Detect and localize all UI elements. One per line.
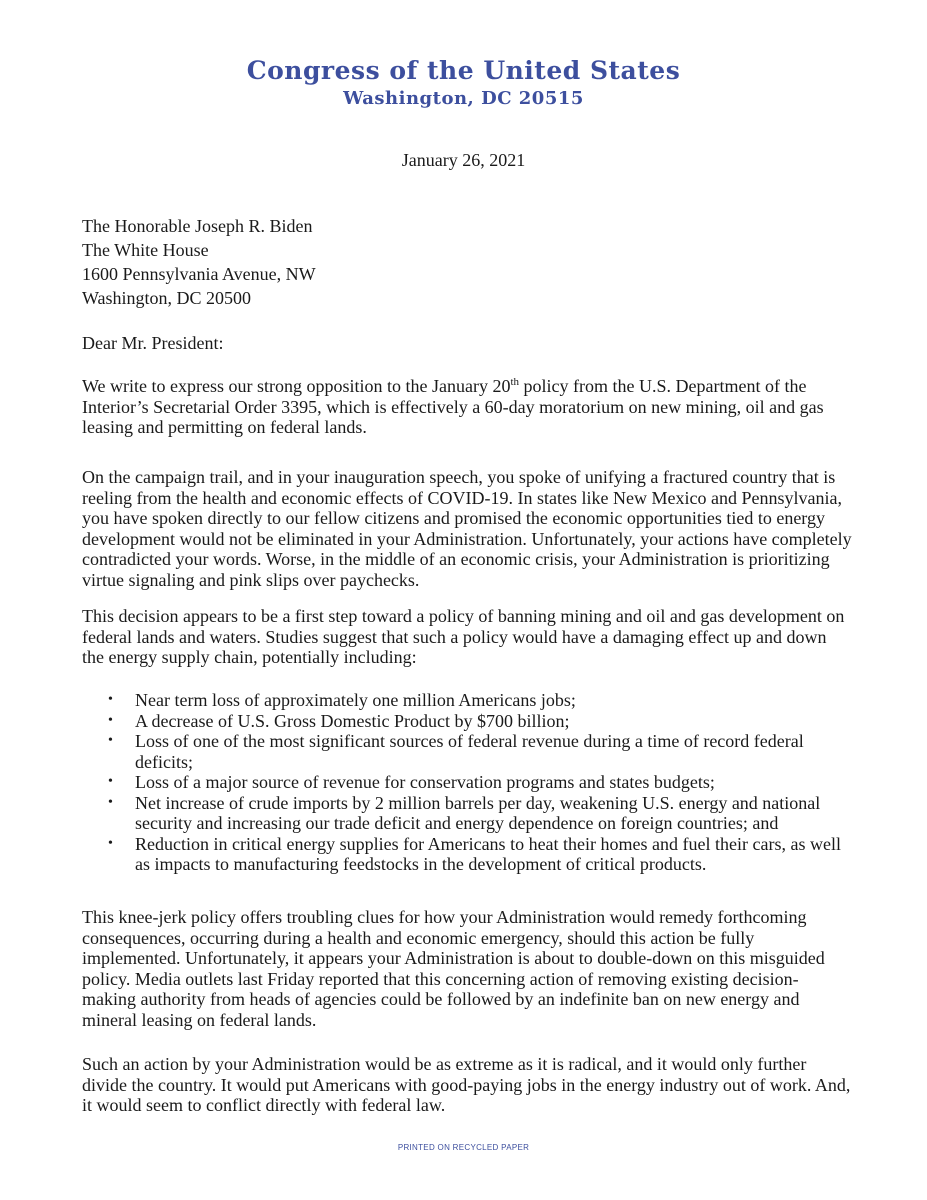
impact-list [82, 690, 842, 875]
bullet-icon: • [108, 692, 113, 707]
paragraph-4: This knee-jerk policy offers troubling clues for how your Administration would remedy forthcoming consequences, occurring during a health and economic emergency, should this action be fully implemented. Unfortunately, it appears your Administration is about to double-down on this misguided policy. Media outlets last Friday reported that this concerning action of removing existing decision-making authority from heads of agencies could be followed by an indefinite ban on new energy and mineral leasing on federal lands. [82, 907, 825, 1030]
letter-date: January 26, 2021 [401, 150, 526, 170]
paragraph-1-text-cont: policy from the U.S. Department of the Interior’s Secretarial Order 3395, which is effectively a 60-day moratorium on new mining, oil and gas leasing and permitting on federal lands. [82, 376, 824, 437]
recycled-paper-note: PRINTED ON RECYCLED PAPER [397, 1143, 530, 1152]
bullet-icon: • [108, 733, 113, 748]
letterhead-subtitle: Washington, DC 20515 [343, 88, 584, 109]
list-item-text: Reduction in critical energy supplies for Americans to heat their homes and fuel their cars, as well as impacts to manufacturing feedstocks in the development of critical products. [135, 833, 841, 874]
address-line: The White House [82, 240, 209, 260]
address-line: The Honorable Joseph R. Biden [82, 216, 313, 236]
list-item [82, 793, 842, 834]
paragraph-2: On the campaign trail, and in your inauguration speech, you spoke of unifying a fractured country that is reeling from the health and economic effects of COVID-19. In states like New Mexico and Pennsylvania, you have spoken directly to our fellow citizens and promised the economic opportunities tied to energy development would not be eliminated in your Administration. Unfortunately, your actions have completely contradicted your words. Worse, in the middle of an economic crisis, your Administration is prioritizing virtue signaling and pink slips over paychecks. [82, 467, 852, 590]
paragraph-1-text: We write to express our strong opposition to the January 20 [82, 376, 511, 396]
address-line: 1600 Pennsylvania Avenue, NW [82, 264, 316, 284]
bullet-icon: • [108, 712, 113, 728]
bullet-icon: • [108, 835, 113, 851]
list-item [82, 731, 842, 772]
ordinal-suffix: th [510, 376, 520, 388]
recipient-address [82, 214, 316, 310]
list-item-text: Net increase of crude imports by 2 million barrels per day, weakening U.S. energy and national security and increasing our trade deficit and energy dependence on foreign countries; and [135, 792, 821, 833]
list-item-text: Loss of a major source of revenue for conservation programs and states budgets; [135, 772, 715, 792]
paragraph-5: Such an action by your Administration would be as extreme as it is radical, and it would only further divide the country. It would put Americans with good-paying jobs in the energy industry out of work. And, it would seem to conflict directly with federal law. [82, 1054, 851, 1115]
list-item [82, 834, 842, 875]
bullet-icon: • [108, 774, 113, 789]
address-line: Washington, DC 20500 [82, 288, 252, 308]
list-item [82, 690, 842, 711]
paragraph-3: This decision appears to be a first step toward a policy of banning mining and oil and gas development on federal lands and waters. Studies suggest that such a policy would have a damaging effect up and down the energy supply chain, potentially including: [82, 606, 845, 667]
list-item-text: Near term loss of approximately one million Americans jobs; [135, 690, 576, 710]
list-item-text: Loss of one of the most significant sources of federal revenue during a time of record federal deficits; [135, 731, 804, 772]
paragraph-1 [82, 376, 852, 438]
salutation: Dear Mr. President: [82, 333, 224, 353]
list-item [82, 772, 842, 793]
bullet-icon: • [108, 794, 113, 810]
letterhead-title: Congress of the United States [246, 56, 681, 85]
list-item-text: A decrease of U.S. Gross Domestic Product by $700 billion; [135, 710, 570, 731]
list-item [82, 711, 842, 732]
